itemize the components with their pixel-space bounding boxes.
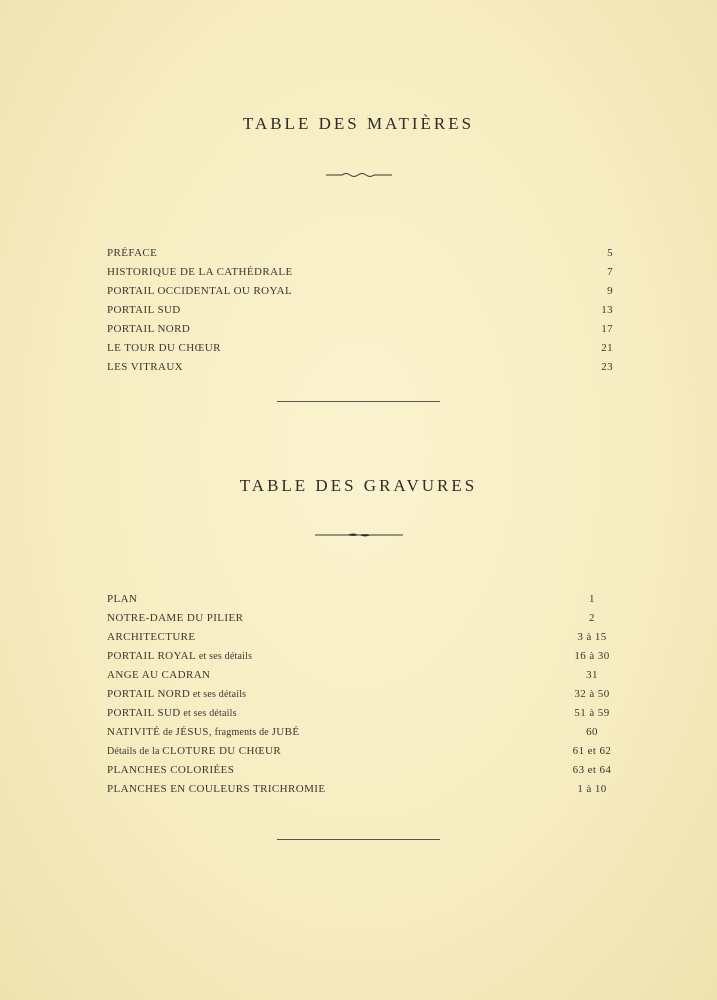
entry-title-part: JUBÉ <box>271 726 300 738</box>
entry-page: 21 <box>601 342 613 354</box>
entry-title: PORTAIL NORD <box>107 323 191 335</box>
entry-title-part: JÉSUS, <box>175 726 212 738</box>
section-divider <box>277 401 440 402</box>
entry-title: PLANCHES COLORIÉES <box>107 764 235 776</box>
section-divider <box>277 839 440 840</box>
engraving-entry <box>107 723 613 742</box>
entry-suffix: et ses détails <box>196 651 253 662</box>
dash-ornament-icon <box>0 530 717 542</box>
entry-page: 32 à 50 <box>574 688 610 700</box>
entry-page: 5 <box>607 247 613 259</box>
entry-page: 31 <box>586 669 598 681</box>
engraving-entry <box>107 609 613 628</box>
entry-page: 2 <box>589 612 595 624</box>
engraving-entry <box>107 628 613 647</box>
engraving-entry <box>107 742 613 761</box>
entry-suffix: et ses détails <box>190 689 247 700</box>
entry-title: PORTAIL OCCIDENTAL OU ROYAL <box>107 285 293 297</box>
entry-title: ARCHITECTURE <box>107 631 196 643</box>
entry-title: PORTAIL SUD <box>107 304 181 316</box>
contents-entry <box>107 320 613 339</box>
contents-entry <box>107 282 613 301</box>
entry-title: PORTAIL SUD <box>107 707 181 719</box>
wavy-ornament-icon <box>0 170 717 182</box>
entry-page: 7 <box>607 266 613 278</box>
engravings-list <box>107 590 613 799</box>
entry-title: LE TOUR DU CHŒUR <box>107 342 221 354</box>
entry-title: NATIVITÉ <box>107 726 161 738</box>
entry-suffix: fragments de <box>211 727 272 738</box>
entry-page: 3 à 15 <box>577 631 607 643</box>
entry-page: 16 à 30 <box>574 650 610 662</box>
entry-page: 61 et 62 <box>572 745 612 757</box>
engraving-entry <box>107 780 613 799</box>
entry-page: 23 <box>601 361 613 373</box>
engraving-entry <box>107 704 613 723</box>
entry-title: ANGE AU CADRAN <box>107 669 211 681</box>
entry-title: PORTAIL ROYAL <box>107 650 197 662</box>
contents-entry <box>107 358 613 377</box>
entry-page: 63 et 64 <box>572 764 612 776</box>
entry-title: NOTRE-DAME DU PILIER <box>107 612 244 624</box>
entry-title: PLANCHES EN COULEURS TRICHROMIE <box>107 783 326 795</box>
entry-prefix: Détails de la <box>107 746 163 757</box>
contents-entry <box>107 301 613 320</box>
engraving-entry <box>107 590 613 609</box>
contents-list <box>107 244 613 377</box>
contents-entry <box>107 244 613 263</box>
entry-suffix: et ses détails <box>180 708 237 719</box>
entry-page: 9 <box>607 285 613 297</box>
entry-title: PRÉFACE <box>107 247 158 259</box>
contents-entry <box>107 263 613 282</box>
entry-page: 60 <box>586 726 598 738</box>
entry-title: PLAN <box>107 593 138 605</box>
entry-title: HISTORIQUE DE LA CATHÉDRALE <box>107 266 293 278</box>
entry-page: 51 à 59 <box>574 707 610 719</box>
entry-suffix: de <box>160 727 176 738</box>
entry-title: CLOTURE DU CHŒUR <box>162 745 282 757</box>
entry-title: LES VITRAUX <box>107 361 184 373</box>
engravings-heading: TABLE DES GRAVURES <box>239 476 478 495</box>
engraving-entry <box>107 666 613 685</box>
entry-page: 1 <box>589 593 595 605</box>
contents-heading: TABLE DES MATIÈRES <box>242 114 475 133</box>
engraving-entry <box>107 647 613 666</box>
entry-page: 13 <box>601 304 613 316</box>
entry-title: PORTAIL NORD <box>107 688 191 700</box>
entry-page: 17 <box>601 323 613 335</box>
engraving-entry <box>107 761 613 780</box>
engraving-entry <box>107 685 613 704</box>
contents-entry <box>107 339 613 358</box>
entry-page: 1 à 10 <box>577 783 607 795</box>
